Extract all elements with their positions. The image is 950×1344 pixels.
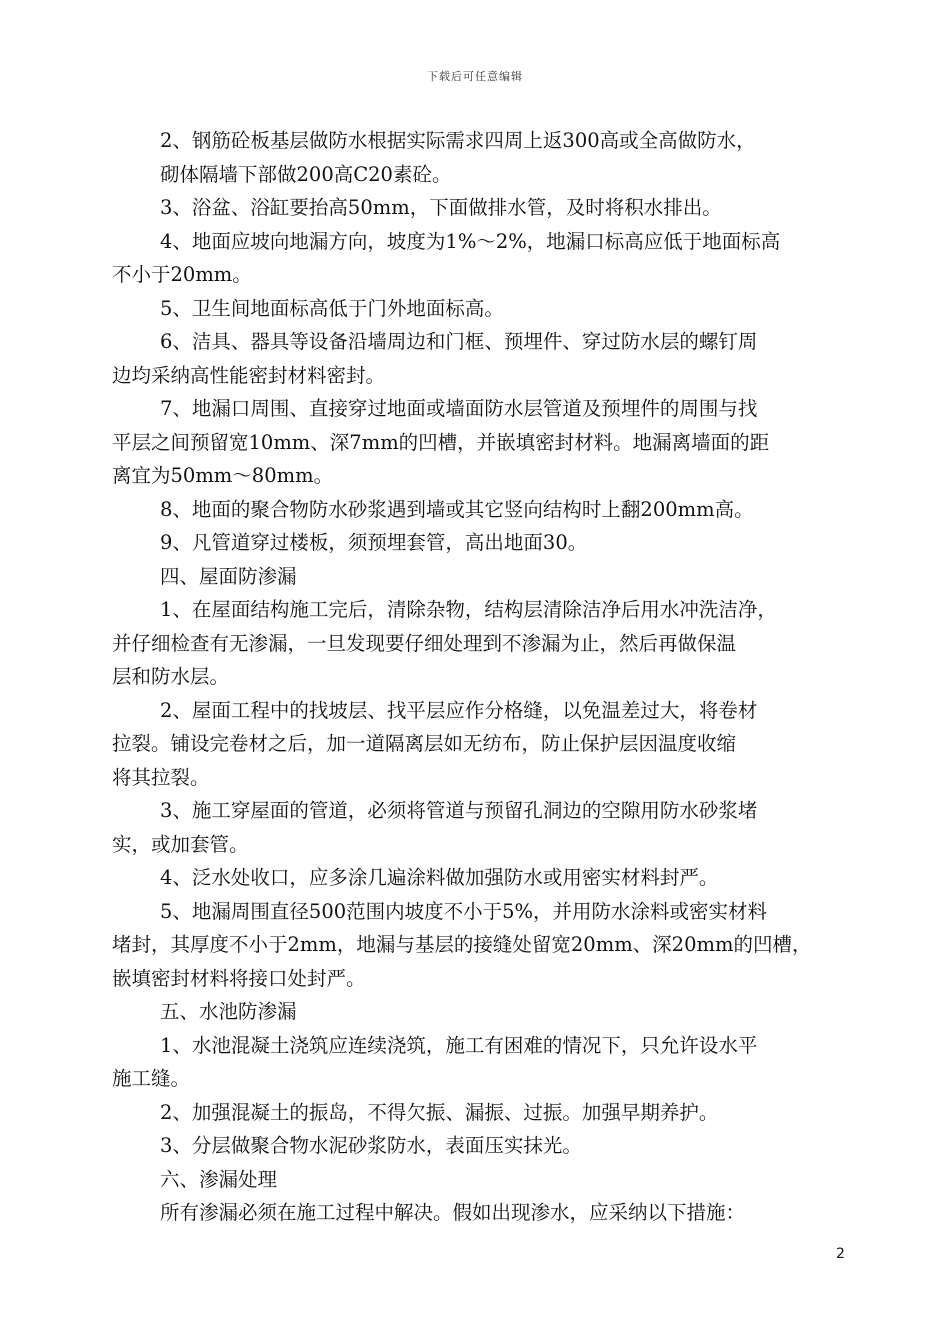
text-line: 7、地漏口周围、直接穿过地面或墙面防水层管道及预埋件的周围与找 <box>160 397 758 420</box>
text-line: 平层之间预留宽10mm、深7mm的凹槽，并嵌填密封材料。地漏离墙面的距 <box>112 430 770 454</box>
text-line: 1、水池混凝土浇筑应连续浇筑，施工有困难的情况下，只允许设水平 <box>160 1033 758 1057</box>
page-header: 下载后可任意编辑 <box>427 70 523 83</box>
text-line: 5、卫生间地面标高低于门外地面标高。 <box>160 296 504 320</box>
text-line: 6、洁具、器具等设备沿墙周边和门框、预埋件、穿过防水层的螺钉周 <box>160 330 758 353</box>
text-line: 所有渗漏必须在施工过程中解决。假如出现渗水，应采纳以下措施： <box>160 1201 746 1224</box>
text-line: 六、渗漏处理 <box>160 1167 278 1191</box>
text-line: 拉裂。铺设完卷材之后，加一道隔离层如无纺布，防止保护层因温度收缩 <box>112 732 737 755</box>
text-line: 8、地面的聚合物防水砂浆遇到墙或其它竖向结构时上翻200mm高。 <box>160 497 754 521</box>
text-line: 3、浴盆、浴缸要抬高50mm，下面做排水管，及时将积水排出。 <box>160 196 722 219</box>
text-line: 并仔细检查有无渗漏，一旦发现要仔细处理到不渗漏为止，然后再做保温 <box>112 631 737 655</box>
text-line: 3、施工穿屋面的管道，必须将管道与预留孔洞边的空隙用防水砂浆堵 <box>160 799 758 822</box>
text-line: 实，或加套管。 <box>112 832 249 856</box>
text-line: 5、地漏周围直径500范围内坡度不小于5%，并用防水涂料或密实材料 <box>160 899 768 923</box>
text-line: 嵌填密封材料将接口处封严。 <box>112 966 366 990</box>
text-line: 不小于20mm。 <box>112 263 252 286</box>
text-line: 施工缝。 <box>112 1067 191 1090</box>
text-line: 1、在屋面结构施工完后，清除杂物，结构层清除洁净后用水冲洗洁净， <box>160 598 777 621</box>
text-line: 2、屋面工程中的找坡层、找平层应作分格缝，以免温差过大，将卷材 <box>160 698 758 722</box>
text-line: 将其拉裂。 <box>112 765 210 789</box>
text-line: 堵封，其厚度不小于2mm，地漏与基层的接缝处留宽20mm、深20mm的凹槽， <box>112 933 812 956</box>
text-line: 离宜为50mm～80mm。 <box>112 464 334 487</box>
text-line: 2、钢筋砼板基层做防水根据实际需求四周上返300高或全高做防水， <box>160 129 756 152</box>
text-line: 层和防水层。 <box>112 665 230 688</box>
text-line: 边均采纳高性能密封材料密封。 <box>112 363 386 387</box>
text-line: 4、地面应坡向地漏方向，坡度为1%～2%，地漏口标高应低于地面标高 <box>160 229 781 253</box>
text-line: 9、凡管道穿过楼板，须预埋套管，高出地面30。 <box>160 531 588 554</box>
page-number: 2 <box>836 1246 845 1262</box>
text-line: 3、分层做聚合物水泥砂浆防水，表面压实抹光。 <box>160 1134 582 1157</box>
document-body <box>112 124 852 1230</box>
text-line: 4、泛水处收口，应多涂几遍涂料做加强防水或用密实材料封严。 <box>160 866 719 889</box>
text-line: 砌体隔墙下部做200高C20素砼。 <box>160 162 452 186</box>
text-line: 四、屋面防渗漏 <box>160 564 297 588</box>
text-line: 2、加强混凝土的振岛，不得欠振、漏振、过振。加强早期养护。 <box>160 1100 719 1124</box>
text-line: 五、水池防渗漏 <box>160 1000 297 1023</box>
